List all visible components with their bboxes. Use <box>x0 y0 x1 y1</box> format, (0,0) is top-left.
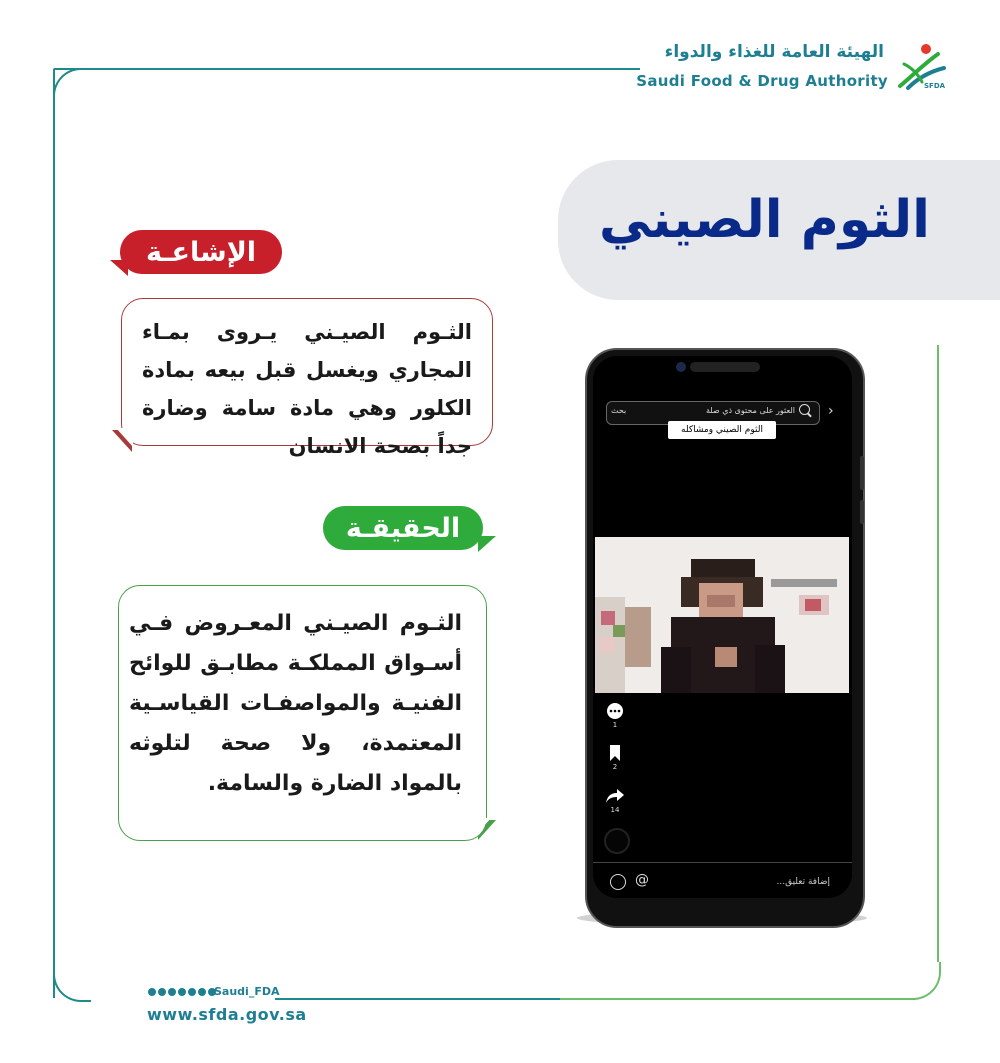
comment-divider <box>593 862 852 863</box>
frame-corner <box>53 68 91 106</box>
phone-side-button <box>860 456 864 490</box>
mention-icon[interactable]: @ <box>635 872 649 888</box>
youtube-icon[interactable] <box>178 988 186 996</box>
snapchat-icon[interactable] <box>158 988 166 996</box>
emoji-icon[interactable] <box>610 874 626 890</box>
rumor-text-box <box>121 298 493 458</box>
authority-name-en: Saudi Food & Drug Authority <box>636 72 888 90</box>
profile-avatar[interactable] <box>604 828 630 854</box>
website-link[interactable]: www.sfda.gov.sa <box>147 1005 307 1024</box>
fact-text-box <box>118 585 487 841</box>
video-thumbnail[interactable] <box>595 537 849 693</box>
logo-abbr: SFDA <box>924 82 946 90</box>
social-handle[interactable]: Saudi_FDA <box>214 985 280 998</box>
search-suggestion[interactable]: الثوم الصيني ومشاكله <box>668 421 776 439</box>
fact-label-tail <box>478 536 496 552</box>
search-input[interactable]: العثور على محتوى ذي صلة <box>705 406 795 415</box>
chevron-right-icon[interactable]: › <box>828 403 834 419</box>
frame-corner <box>53 964 91 1002</box>
rumor-box-tail-inner <box>116 428 133 447</box>
saves-count: 2 <box>612 763 618 771</box>
frame-bottom-line <box>560 998 910 1000</box>
frame-left-line <box>53 68 55 998</box>
x-icon[interactable] <box>148 988 156 996</box>
fact-box-tail-inner <box>476 818 491 835</box>
phone-camera <box>676 362 686 372</box>
shares-count: 14 <box>610 806 620 814</box>
frame-right-line <box>937 345 939 975</box>
instagram-icon[interactable] <box>168 988 176 996</box>
frame-corner <box>903 962 941 1000</box>
search-icon <box>799 404 810 415</box>
rumor-text: الثـوم الصيـني يـروى بمـاء المجاري ويغسل قبل بيعه بمادة الكلور وهي مادة سامة وضارة جداً بصحة الانسان <box>142 320 472 458</box>
social-icons <box>148 988 216 996</box>
comments-count: 1 <box>612 721 618 729</box>
sfda-logo-icon <box>894 42 950 94</box>
fact-text: الثـوم الصيـني المعـروض فـي أسـواق المملكـة مطابـق للوائح الفنيـة والمواصفـات القياسـية المعتمدة، ولا صحة لتلوثه بالمواد الضارة والسامة. <box>129 611 462 796</box>
fact-label: الحقيقـة <box>323 506 483 550</box>
phone-speaker <box>690 362 760 372</box>
page-title: الثوم الصيني <box>598 190 930 250</box>
pixelated-video-frame-icon <box>595 537 849 693</box>
frame-top-line <box>55 68 640 70</box>
phone-side-button <box>860 500 864 524</box>
tiktok-icon[interactable] <box>198 988 206 996</box>
comment-input[interactable]: إضافة تعليق... <box>776 877 830 887</box>
facebook-icon[interactable] <box>188 988 196 996</box>
rumor-label: الإشاعـة <box>120 230 282 274</box>
authority-name-ar: الهيئة العامة للغذاء والدواء <box>664 42 884 62</box>
search-button[interactable]: بحث <box>611 406 627 415</box>
